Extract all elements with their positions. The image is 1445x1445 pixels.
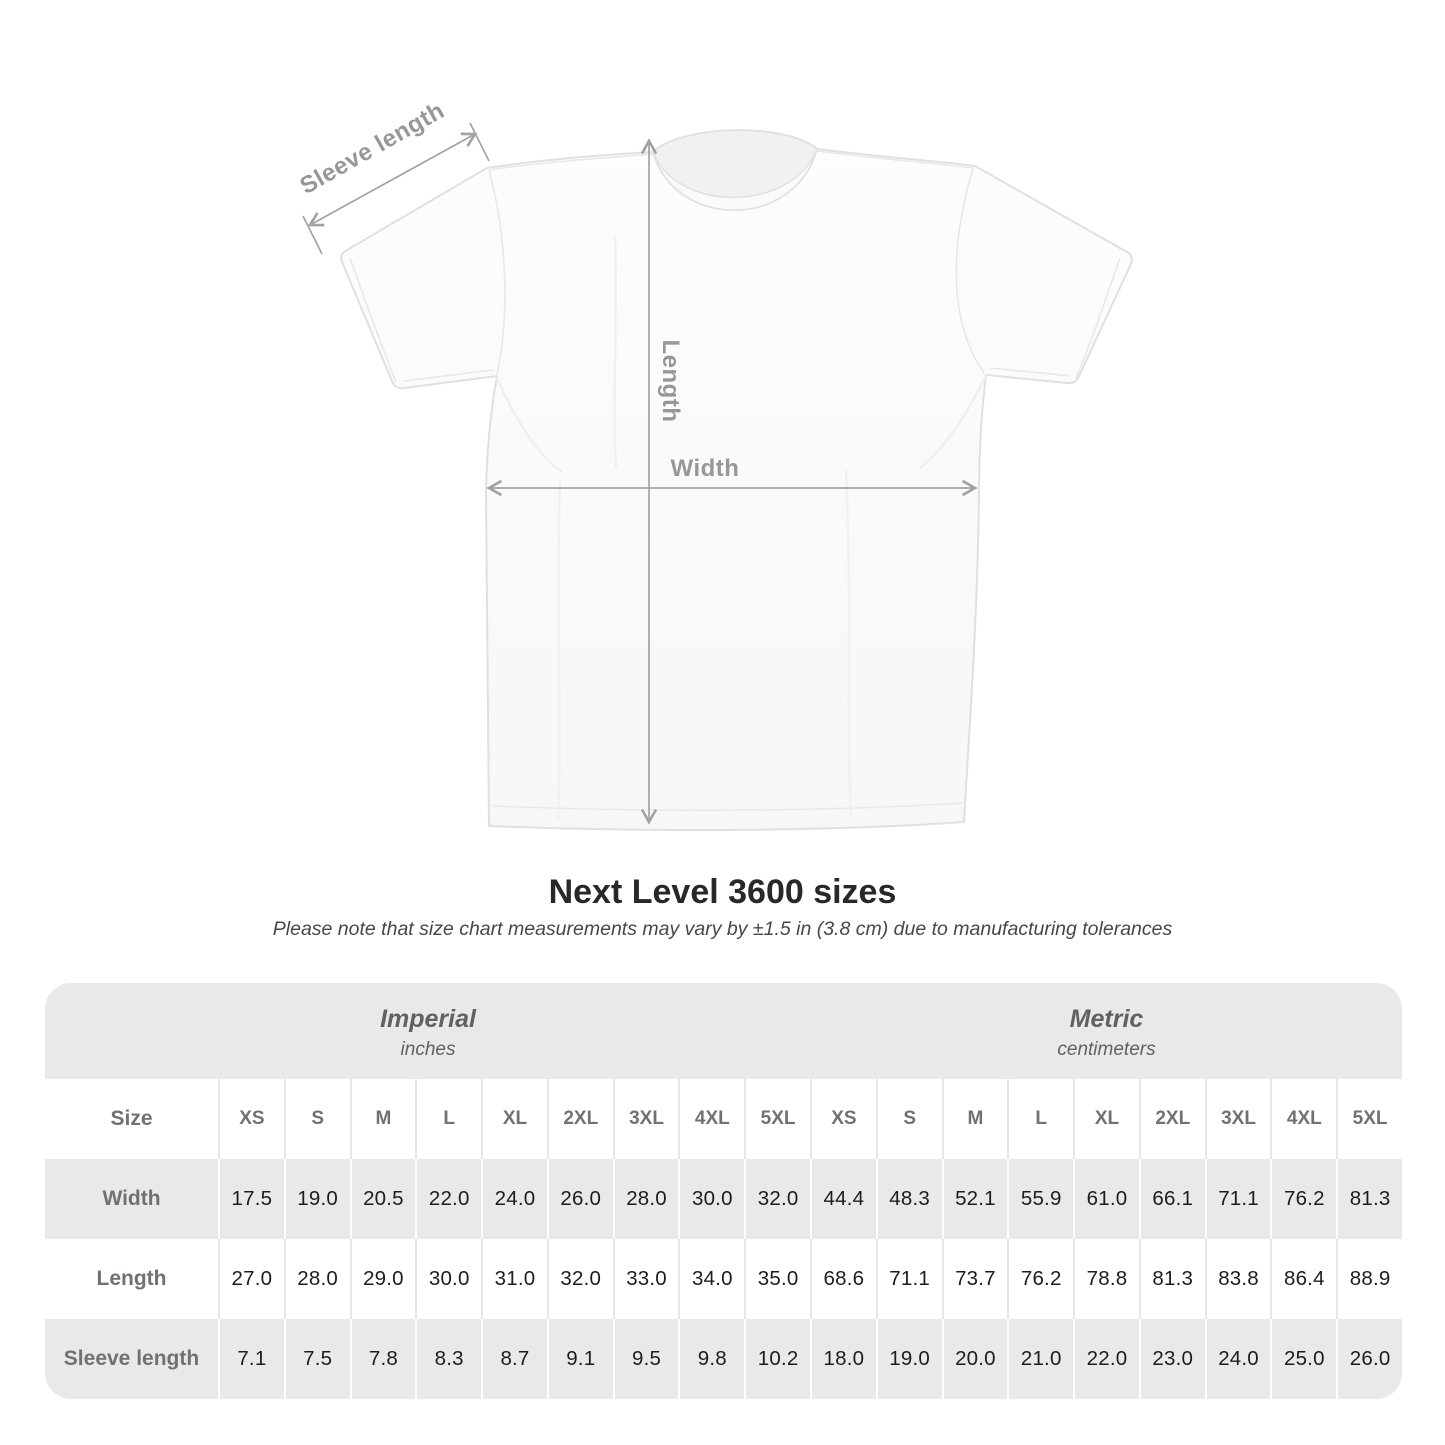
imperial-unit-label: inches [400,1039,456,1060]
size-header-metric-l: L [1007,1079,1073,1159]
length-label: Length [657,339,684,423]
sleeve-length-imperial-value: 8.7 [481,1319,547,1399]
length-metric-value: 81.3 [1139,1239,1205,1319]
width-metric-value: 66.1 [1139,1159,1205,1239]
width-metric-value: 61.0 [1073,1159,1139,1239]
size-header-metric-5xl: 5XL [1336,1079,1402,1159]
sleeve-length-label: Sleeve length [295,97,450,200]
sleeve-length-imperial-value: 9.8 [678,1319,744,1399]
width-row [45,1159,1402,1239]
length-imperial-value: 32.0 [547,1239,613,1319]
width-metric-value: 48.3 [876,1159,942,1239]
size-header-row [45,1079,1402,1159]
width-imperial-value: 24.0 [481,1159,547,1239]
sleeve-arrow-start-tick [470,123,489,161]
width-imperial-value: 17.5 [218,1159,284,1239]
width-row-label: Width [102,1187,161,1210]
size-table [45,983,1402,1399]
width-imperial-value: 26.0 [547,1159,613,1239]
size-header-imperial-xl: XL [481,1079,547,1159]
size-header-metric-2xl: 2XL [1139,1079,1205,1159]
width-metric-value: 71.1 [1205,1159,1271,1239]
imperial-label: Imperial [380,1005,476,1033]
width-metric-value: 52.1 [942,1159,1008,1239]
size-header-metric-s: S [876,1079,942,1159]
sleeve-length-metric-value: 19.0 [876,1319,942,1399]
width-imperial-value: 28.0 [613,1159,679,1239]
sleeve-length-metric-value: 21.0 [1007,1319,1073,1399]
width-imperial-value: 30.0 [678,1159,744,1239]
length-row-label: Length [96,1267,167,1290]
metric-header-group [811,983,1402,1079]
sleeve-length-metric-value: 20.0 [942,1319,1008,1399]
length-imperial-value: 30.0 [415,1239,481,1319]
length-imperial-value: 34.0 [678,1239,744,1319]
imperial-header-group [45,983,811,1079]
sleeve-length-row-label: Sleeve length [63,1347,200,1370]
length-metric-value: 88.9 [1336,1239,1402,1319]
width-metric-value: 44.4 [810,1159,876,1239]
length-imperial-value: 31.0 [481,1239,547,1319]
sleeve-length-imperial-value: 8.3 [415,1319,481,1399]
sleeve-length-imperial-value: 7.8 [350,1319,416,1399]
sleeve-length-imperial-value: 7.5 [284,1319,350,1399]
width-metric-value: 76.2 [1270,1159,1336,1239]
length-metric-value: 76.2 [1007,1239,1073,1319]
width-imperial-value: 20.5 [350,1159,416,1239]
size-header-imperial-2xl: 2XL [547,1079,613,1159]
size-header-metric-3xl: 3XL [1205,1079,1271,1159]
length-metric-value: 68.6 [810,1239,876,1319]
tolerance-note: Please note that size chart measurements may vary by ±1.5 in (3.8 cm) due to manufacturing tolerances [272,918,1173,940]
size-header-metric-4xl: 4XL [1270,1079,1336,1159]
page-title: Next Level 3600 sizes [548,873,897,911]
sleeve-length-row [45,1319,1402,1399]
length-imperial-value: 35.0 [744,1239,810,1319]
width-metric-value: 81.3 [1336,1159,1402,1239]
table-header-band [45,983,1402,1079]
length-metric-value: 78.8 [1073,1239,1139,1319]
sleeve-length-metric-value: 23.0 [1139,1319,1205,1399]
length-imperial-value: 33.0 [613,1239,679,1319]
sleeve-length-imperial-value: 9.5 [613,1319,679,1399]
sleeve-length-imperial-value: 10.2 [744,1319,810,1399]
size-header-imperial-5xl: 5XL [744,1079,810,1159]
length-imperial-value: 27.0 [218,1239,284,1319]
size-header-imperial-xs: XS [218,1079,284,1159]
length-metric-value: 71.1 [876,1239,942,1319]
sleeve-length-metric-value: 22.0 [1073,1319,1139,1399]
length-metric-value: 86.4 [1270,1239,1336,1319]
size-header-metric-m: M [942,1079,1008,1159]
width-metric-value: 55.9 [1007,1159,1073,1239]
length-metric-value: 83.8 [1205,1239,1271,1319]
width-imperial-value: 22.0 [415,1159,481,1239]
sleeve-length-metric-value: 24.0 [1205,1319,1271,1399]
sleeve-arrow-end-tick [303,216,322,254]
size-header-imperial-l: L [415,1079,481,1159]
sleeve-length-metric-value: 26.0 [1336,1319,1402,1399]
size-column-label: Size [110,1107,153,1130]
sleeve-length-metric-value: 18.0 [810,1319,876,1399]
length-imperial-value: 28.0 [284,1239,350,1319]
size-header-metric-xs: XS [810,1079,876,1159]
length-imperial-value: 29.0 [350,1239,416,1319]
size-header-imperial-3xl: 3XL [613,1079,679,1159]
sleeve-length-metric-value: 25.0 [1270,1319,1336,1399]
metric-label: Metric [1069,1005,1144,1033]
width-imperial-value: 19.0 [284,1159,350,1239]
size-header-metric-xl: XL [1073,1079,1139,1159]
width-label: Width [670,455,740,482]
size-header-imperial-s: S [284,1079,350,1159]
length-metric-value: 73.7 [942,1239,1008,1319]
length-row [45,1239,1402,1319]
width-imperial-value: 32.0 [744,1159,810,1239]
sleeve-length-imperial-value: 7.1 [218,1319,284,1399]
sleeve-length-imperial-value: 9.1 [547,1319,613,1399]
size-header-imperial-4xl: 4XL [678,1079,744,1159]
metric-unit-label: centimeters [1057,1039,1156,1060]
size-header-imperial-m: M [350,1079,416,1159]
